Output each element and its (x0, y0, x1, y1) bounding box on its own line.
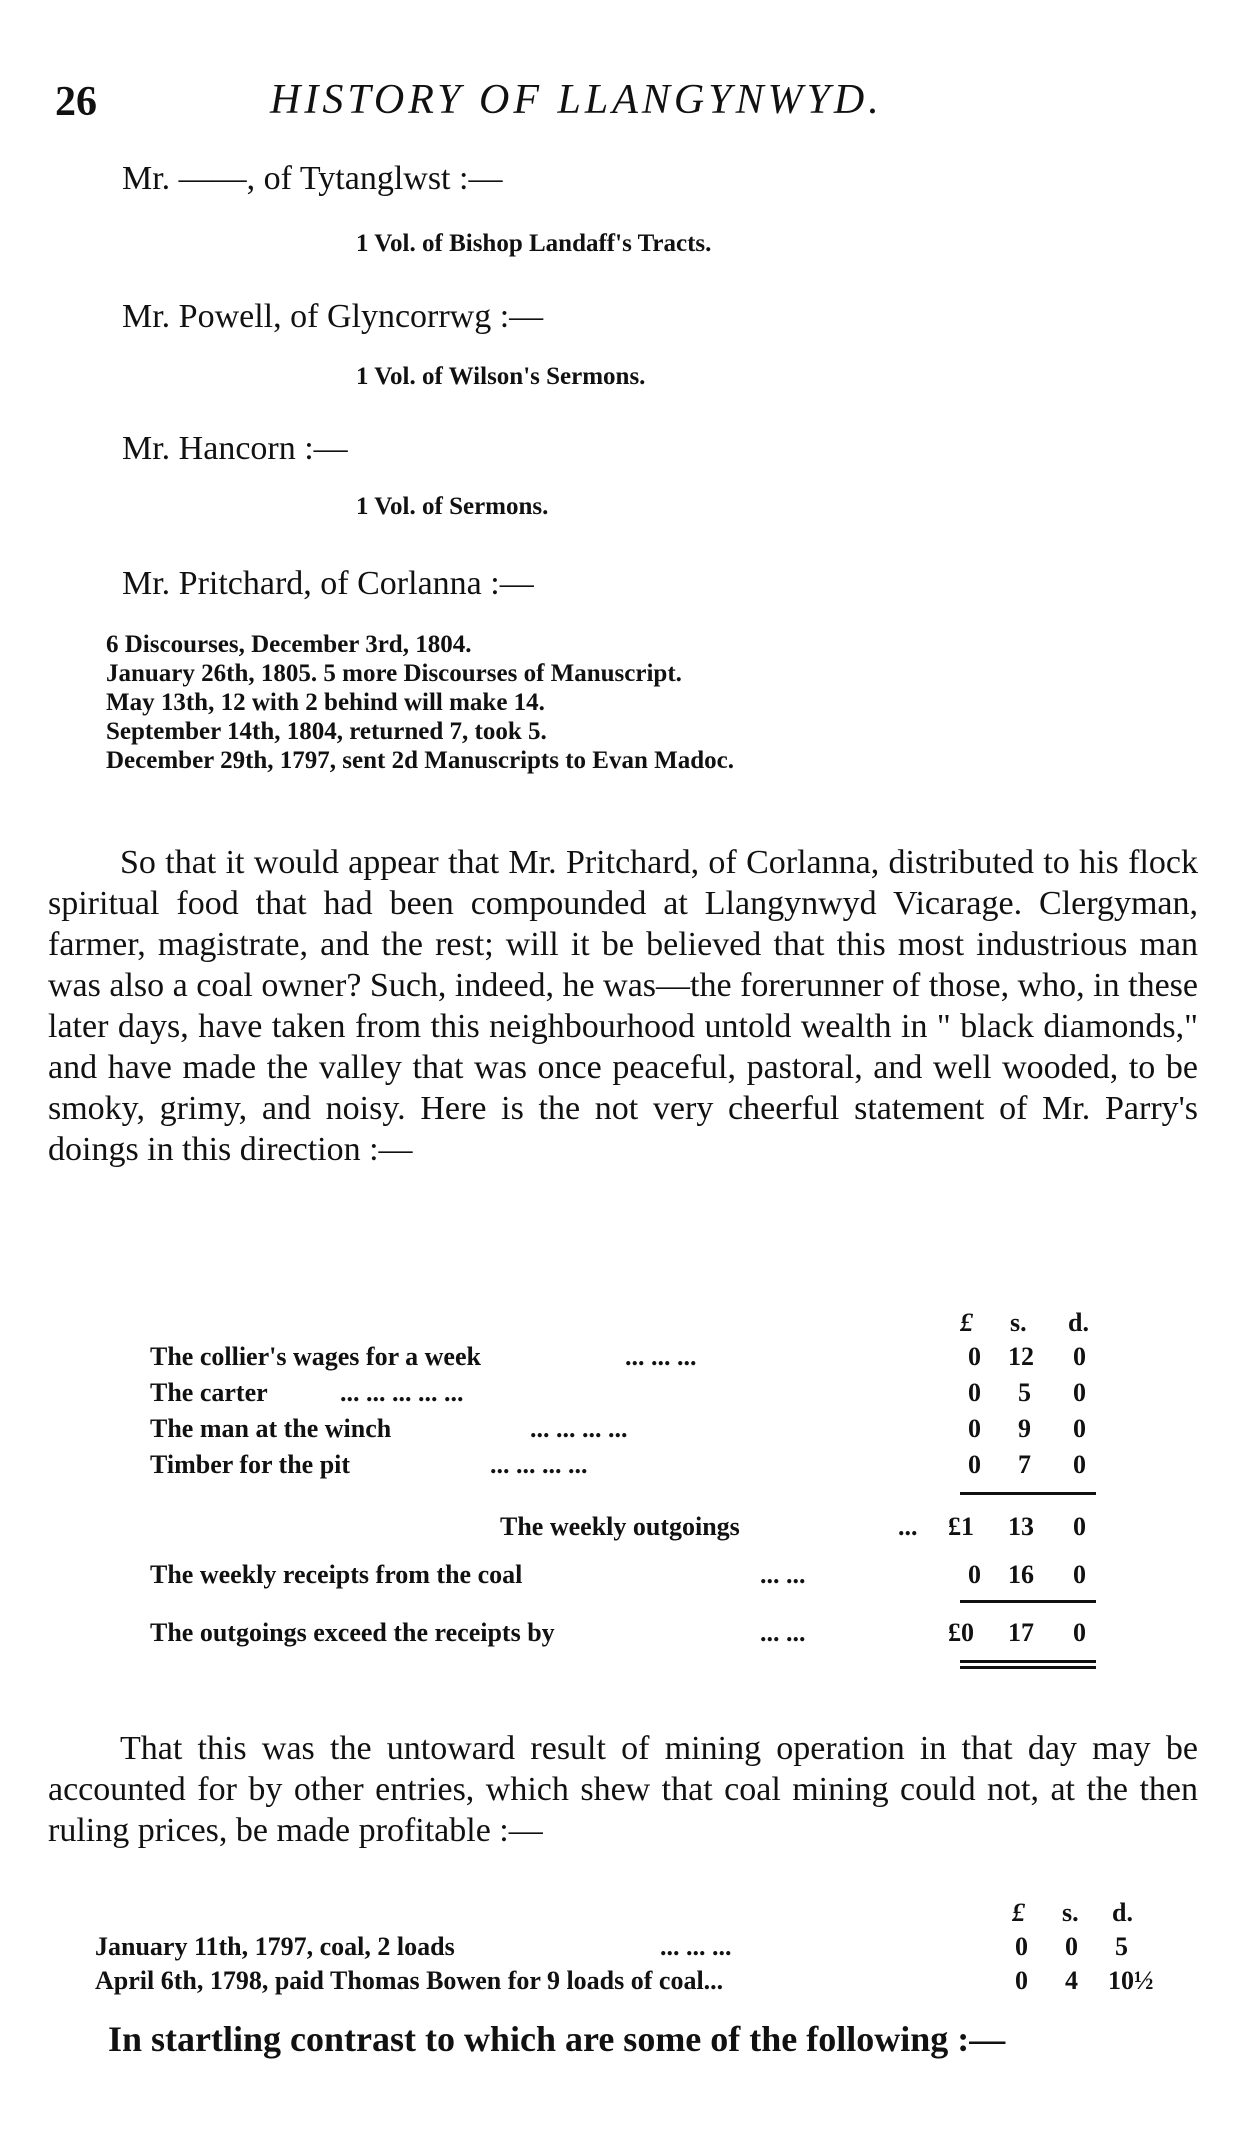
row-label: The carter (150, 1378, 268, 1407)
row-dots: ... ... ... ... (490, 1450, 588, 1479)
row-dots: ... ... ... ... (530, 1414, 628, 1443)
sum-rule (960, 1600, 1096, 1603)
donor-gift: 1 Vol. of Bishop Landaff's Tracts. (356, 230, 712, 257)
row-dots: ... ... (760, 1618, 806, 1647)
page-number: 26 (55, 79, 97, 125)
amount-pence: 0 (1073, 1618, 1086, 1647)
sum-rule (960, 1492, 1096, 1495)
donor-name: Mr. Powell, of Glyncorrwg :— (122, 298, 544, 335)
sum-rule (960, 1660, 1096, 1663)
amount-pence: 5 (1115, 1932, 1128, 1961)
col-header-shillings: s. (1062, 1898, 1079, 1927)
pritchard-notes (106, 630, 734, 775)
row-label: The man at the winch (150, 1414, 392, 1443)
row-dots: ... ... ... (625, 1342, 697, 1371)
col-header-pounds: £ (960, 1308, 973, 1337)
amount-pounds: 0 (968, 1414, 981, 1443)
note-line: December 29th, 1797, sent 2d Manuscripts to Evan Madoc. (106, 747, 734, 774)
amount-pence: 0 (1073, 1450, 1086, 1479)
note-line: May 13th, 12 with 2 behind will make 14. (106, 689, 545, 716)
amount-pence: 0 (1073, 1378, 1086, 1407)
donor-gift: 1 Vol. of Wilson's Sermons. (356, 363, 646, 390)
amount-pounds: 0 (968, 1450, 981, 1479)
paragraph-text: So that it would appear that Mr. Pritchard, of Corlanna, distributed to his flock spiritual food that had been compounded at Llangynwyd Vicarage. Clergyman, farmer, magistrate, and the rest; will it be believed that this most industrious man was also a coal owner? Such, indeed, he was—the forerunner of those, who, in these later days, have taken from this neighbourhood untold wealth in " black diamonds," and have made the valley that was once peaceful, pastoral, and well wooded, to be smoky, grimy, and noisy. Here is the not very cheerful statement of Mr. Parry's doings in this direction :— (48, 844, 1198, 1168)
amount-pounds: 0 (968, 1378, 981, 1407)
row-label: January 11th, 1797, coal, 2 loads (95, 1932, 455, 1961)
row-label: The collier's wages for a week (150, 1342, 481, 1371)
row-dots: ... ... ... ... ... (340, 1378, 464, 1407)
donor-gift: 1 Vol. of Sermons. (356, 493, 549, 520)
amount-pounds: 0 (1015, 1932, 1028, 1961)
note-line: January 26th, 1805. 5 more Discourses of Manuscript. (106, 660, 682, 687)
amount-shillings: 9 (1018, 1414, 1031, 1443)
donor-name: Mr. Hancorn :— (122, 430, 348, 467)
body-paragraph (48, 842, 1198, 1170)
amount-pence: 0 (1073, 1342, 1086, 1371)
col-header-pence: d. (1068, 1308, 1089, 1337)
amount-shillings: 0 (1065, 1932, 1078, 1961)
amount-pence: 10½ (1108, 1966, 1154, 1995)
amount-pounds: £0 (948, 1618, 974, 1647)
row-label: April 6th, 1798, paid Thomas Bowen for 9 loads of coal... (95, 1966, 724, 1995)
row-dots: ... (898, 1512, 918, 1541)
running-title: HISTORY OF LLANGYNWYD. (270, 77, 883, 123)
amount-shillings: 4 (1065, 1966, 1078, 1995)
donor-name: Mr. ——, of Tytanglwst :— (122, 160, 503, 197)
amount-pounds: 0 (968, 1342, 981, 1371)
closing-line: In startling contrast to which are some of the following :— (108, 2019, 1006, 2059)
note-line: September 14th, 1804, returned 7, took 5. (106, 718, 547, 745)
col-header-pence: d. (1112, 1898, 1133, 1927)
sum-rule (960, 1666, 1096, 1669)
row-label: Timber for the pit (150, 1450, 351, 1479)
amount-shillings: 17 (1008, 1618, 1034, 1647)
paragraph-text: That this was the untoward result of mining operation in that day may be accounted for by other entries, which shew that coal mining could not, at the then ruling prices, be made profitable :— (48, 1730, 1198, 1849)
amount-pounds: 0 (1015, 1966, 1028, 1995)
donor-name: Mr. Pritchard, of Corlanna :— (122, 565, 534, 602)
amount-pence: 0 (1073, 1560, 1086, 1589)
subtotal-label: The weekly outgoings (500, 1512, 740, 1541)
amount-shillings: 7 (1018, 1450, 1031, 1479)
col-header-shillings: s. (1010, 1308, 1027, 1337)
amount-pence: 0 (1073, 1414, 1086, 1443)
total-label: The outgoings exceed the receipts by (150, 1618, 555, 1647)
amount-shillings: 16 (1008, 1560, 1034, 1589)
note-line: 6 Discourses, December 3rd, 1804. (106, 631, 472, 658)
amount-shillings: 5 (1018, 1378, 1031, 1407)
row-label: The weekly receipts from the coal (150, 1560, 523, 1589)
amount-pounds: 0 (968, 1560, 981, 1589)
row-dots: ... ... (760, 1560, 806, 1589)
amount-shillings: 12 (1008, 1342, 1034, 1371)
body-paragraph (48, 1728, 1198, 1851)
amount-shillings: 13 (1008, 1512, 1034, 1541)
col-header-pounds: £ (1012, 1898, 1025, 1927)
row-dots: ... ... ... (660, 1932, 732, 1961)
amount-pence: 0 (1073, 1512, 1086, 1541)
amount-pounds: £1 (948, 1512, 974, 1541)
